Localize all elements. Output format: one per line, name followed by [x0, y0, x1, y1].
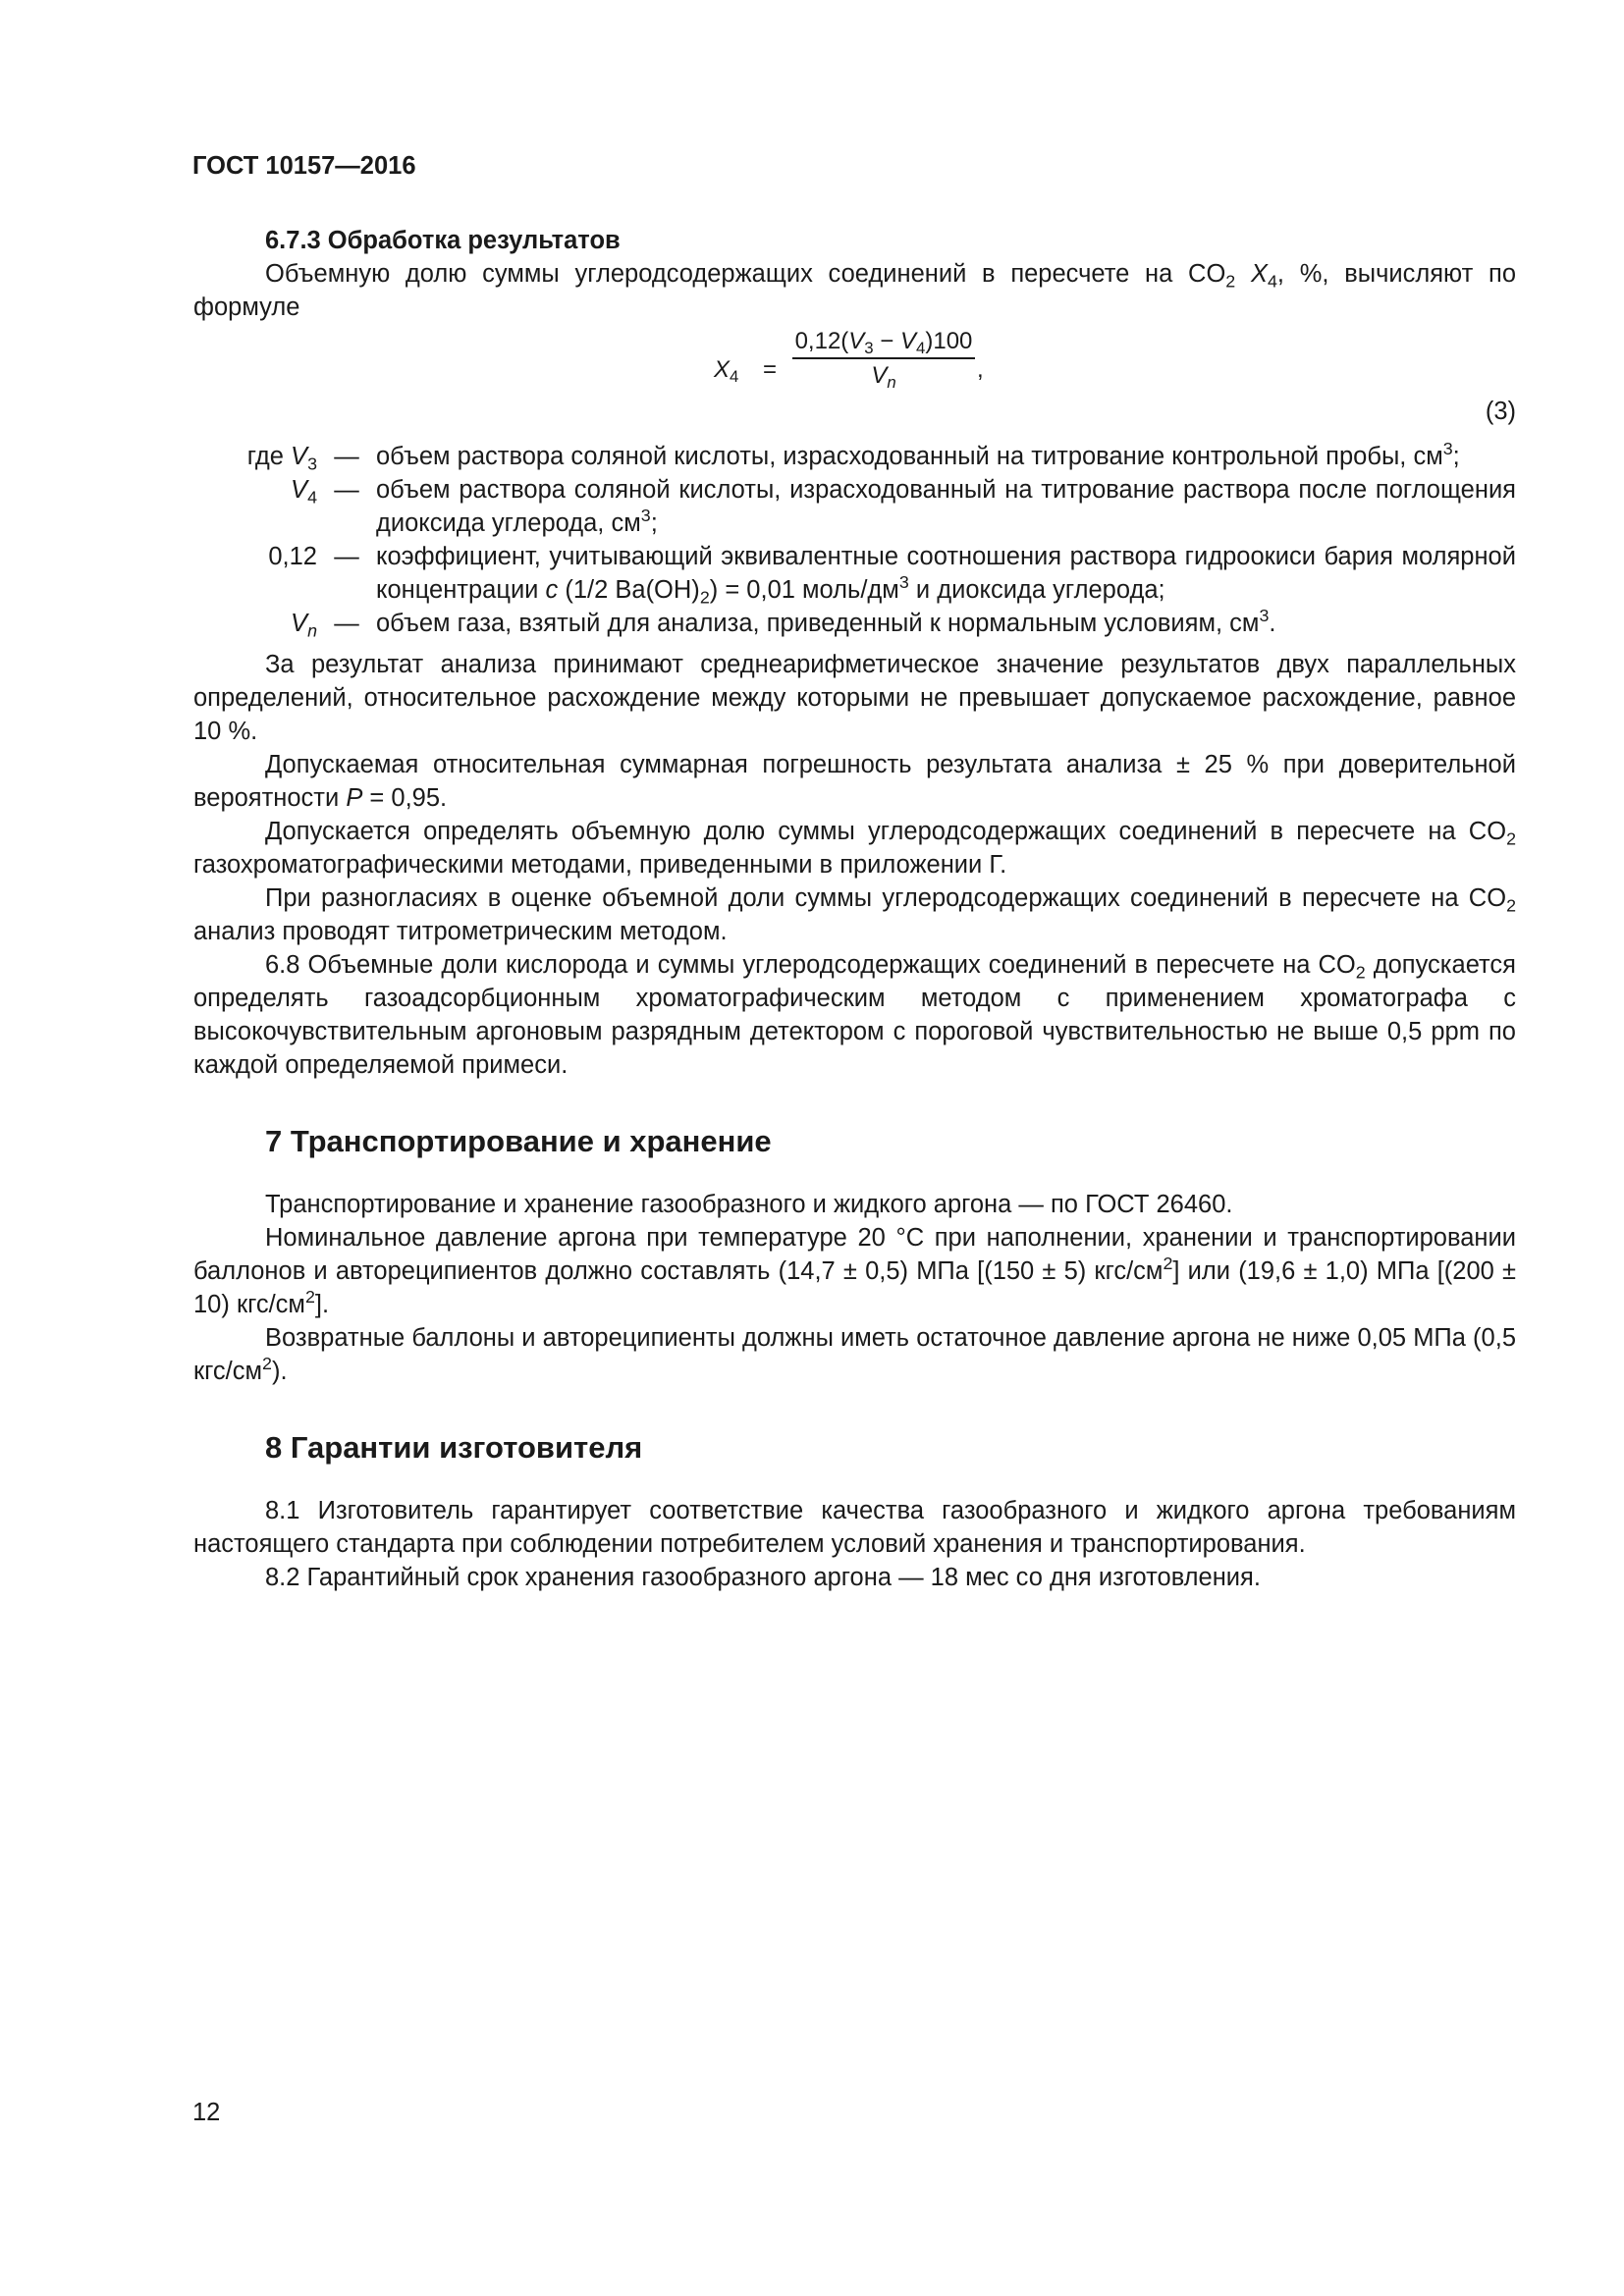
section-7-paragraph-2: Номинальное давление аргона при температуре 20 °C при наполнении, хранении и транспортировании баллонов и автореципиентов должно составлять (14,7 ± 0,5) МПа [(150 ± 5) кгс/$см^2$] или (19,6 ± 1,0) МПа [(200 ± 10) кгс/$см^2$]. — [193, 1224, 1516, 1318]
definition-dash: — — [334, 543, 359, 570]
formula-comma: , — [977, 356, 984, 383]
definition-symbol: где $V_3$ — [246, 443, 317, 474]
formula-3 — [193, 324, 1516, 440]
definition-dash: — — [334, 443, 359, 470]
section-7-paragraph-3: Возвратные баллоны и автореципиенты должны иметь остаточное давление аргона не ниже 0,05 МПа (0,5 кгс/$см^2$). — [193, 1324, 1516, 1385]
definition-vn — [193, 607, 1516, 640]
formula-fraction — [792, 326, 975, 391]
paragraph-gc-method: Допускается определять объемную долю суммы углеродсодержащих соединений в пересчете на $CO_2$ газохроматографическими методами, приведенными в приложении Г. — [193, 818, 1516, 879]
definition-dash: — — [334, 476, 359, 504]
formula-numerator: $0,12(V_3 - V_4)100$ — [794, 328, 973, 358]
formula-number: (3) — [1485, 398, 1516, 425]
paragraph-disputes: При разногласиях в оценке объемной доли суммы углеродсодержащих соединений в пересчете на $CO_2$ анализ проводят титрометрическим методом. — [193, 884, 1516, 945]
section-6-7-3-intro: Объемную долю суммы углеродсодержащих соединений в пересчете на $CO_2$ $X_4$, %, вычисляют по формуле — [193, 260, 1516, 321]
definition-symbol: 0,12 — [268, 543, 317, 570]
formula-fraction-bar — [792, 357, 975, 359]
section-8-paragraph-1: 8.1 Изготовитель гарантирует соответствие качества газообразного и жидкого аргона требованиям настоящего стандарта при соблюдении потребителем условий хранения и транспортирования. — [193, 1497, 1516, 1558]
section-6-7-3-title: 6.7.3 Обработка результатов — [265, 227, 621, 254]
page-content — [193, 224, 1516, 1594]
section-8-title: 8 Гарантии изготовителя — [265, 1430, 643, 1465]
definition-text: коэффициент, учитывающий эквивалентные соотношения раствора гидроокиси бария молярной концентрации c (1/2 $Ba(OH)_2) = 0,01$ моль/$дм^3$ и диоксида углерода; — [376, 543, 1516, 608]
definition-symbol: $V_n$ — [291, 610, 317, 641]
paragraph-result: За результат анализа принимают среднеарифметическое значение результатов двух параллельных определений, относительное расхождение между которыми не превышает допускаемое расхождение, равное 10 %. — [193, 651, 1516, 745]
definition-symbol: $V_4$ — [291, 476, 317, 507]
definition-text: объем газа, взятый для анализа, приведенный к нормальным условиям, $см^3$. — [376, 606, 1276, 637]
page-number: 12 — [192, 2099, 221, 2126]
definitions-list — [193, 440, 1516, 640]
paragraph-error: Допускаемая относительная суммарная погрешность результата анализа ± 25 % при доверительной вероятности P = 0,95. — [193, 751, 1516, 812]
definition-coefficient — [193, 540, 1516, 607]
section-7-paragraph-1: Транспортирование и хранение газообразного и жидкого аргона — по ГОСТ 26460. — [265, 1191, 1233, 1218]
formula-denominator: $V_n$ — [871, 361, 896, 392]
section-7-title: 7 Транспортирование и хранение — [265, 1124, 772, 1158]
definition-v3 — [193, 440, 1516, 473]
definition-text: объем раствора соляной кислоты, израсходованный на титрование контрольной пробы, $см^3$; — [376, 439, 1460, 470]
formula-equals: = — [763, 356, 778, 383]
definition-dash: — — [334, 610, 359, 637]
definition-v4 — [193, 473, 1516, 540]
section-8-paragraph-2: 8.2 Гарантийный срок хранения газообразного аргона — 18 мес со дня изготовления. — [265, 1564, 1261, 1591]
document-header: ГОСТ 10157—2016 — [192, 152, 416, 180]
paragraph-6-8: 6.8 Объемные доли кислорода и суммы углеродсодержащих соединений в пересчете на $CO_2$ допускается определять газоадсорбционным хроматографическим методом с применением хроматографа с высокочувствительным аргоновым разрядным детектором с пороговой чувствительностью не выше 0,5 ppm по каждой определяемой примеси. — [193, 951, 1516, 1079]
formula-lhs: $X_4$ — [714, 356, 739, 387]
definition-text: объем раствора соляной кислоты, израсходованный на титрование раствора после поглощения диоксида углерода, $см^3$; — [376, 476, 1516, 537]
